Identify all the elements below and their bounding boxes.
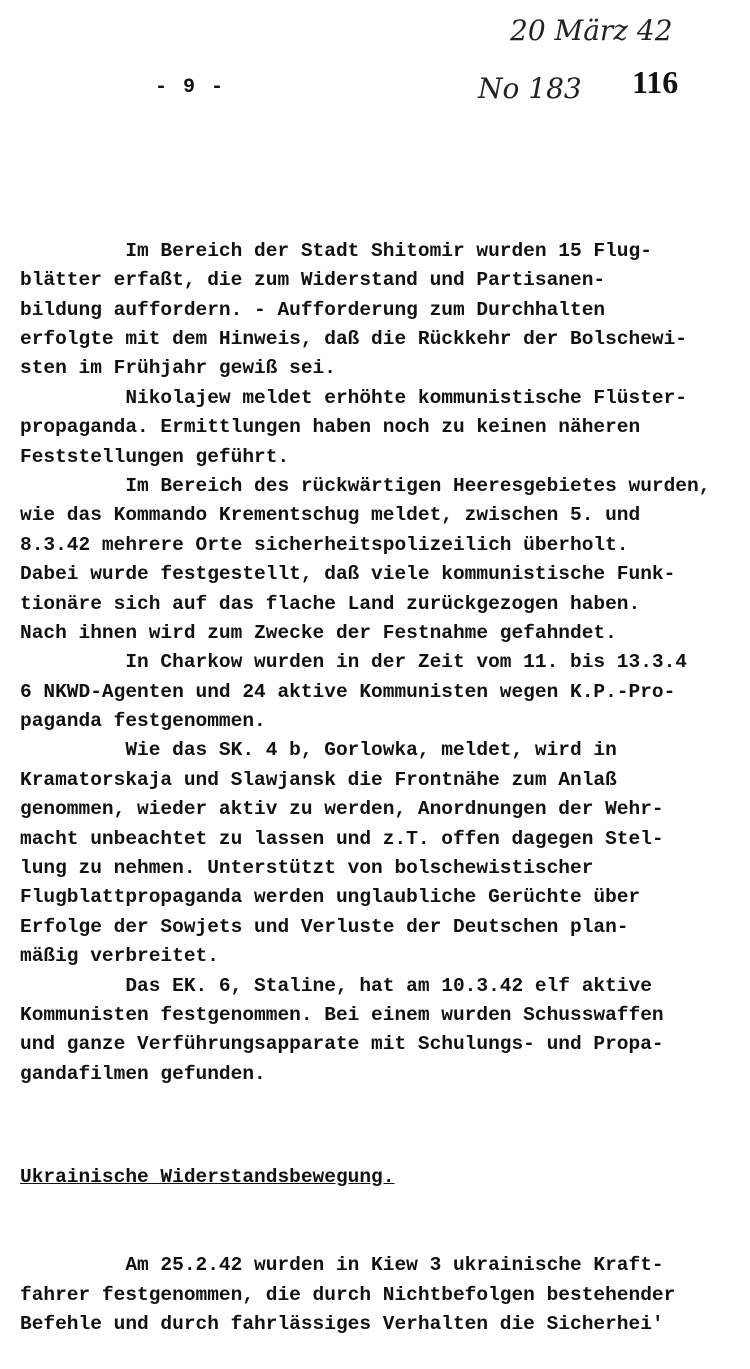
section-text <box>20 1251 740 1339</box>
text-line: Nach ihnen wird zum Zwecke der Festnahme gefahndet. <box>20 621 617 644</box>
text-line: Kramatorskaja und Slawjansk die Frontnähe zum Anlaß <box>20 768 617 791</box>
text-line: Befehle und durch fahrlässiges Verhalten die Sicherhei' <box>20 1312 664 1335</box>
text-line: Kommunisten festgenommen. Bei einem wurden Schusswaffen <box>20 1003 664 1026</box>
section-heading: Ukrainische Widerstandsbewegung. <box>20 1165 395 1188</box>
text-line: In Charkow wurden in der Zeit vom 11. bis 13.3.4 <box>20 651 688 674</box>
text-line: propaganda. Ermittlungen haben noch zu keinen näheren <box>20 416 641 439</box>
text-line: blätter erfaßt, die zum Widerstand und Partisanen- <box>20 269 606 292</box>
text-line: Feststellungen geführt. <box>20 445 290 468</box>
handwritten-number: No 183 <box>478 72 582 105</box>
text-line: Nikolajew meldet erhöhte kommunistische Flüster- <box>20 386 688 409</box>
text-line: Flugblattpropaganda werden unglaubliche Gerüchte über <box>20 886 641 909</box>
page-number: - 9 - <box>155 76 226 99</box>
text-line: Am 25.2.42 wurden in Kiew 3 ukrainische Kraft- <box>20 1254 664 1277</box>
main-text <box>20 237 740 1089</box>
text-line: und ganze Verführungsapparate mit Schulungs- und Propa- <box>20 1033 664 1056</box>
text-line: wie das Kommando Krementschug meldet, zwischen 5. und <box>20 504 641 527</box>
text-line: genommen, wieder aktiv zu werden, Anordnungen der Wehr- <box>20 798 664 821</box>
text-line: lung zu nehmen. Unterstützt von bolschewistischer <box>20 857 594 880</box>
handwritten-date: 20 März 42 <box>510 14 673 47</box>
text-line: fahrer festgenommen, die durch Nichtbefolgen bestehender <box>20 1283 676 1306</box>
text-line: Im Bereich der Stadt Shitomir wurden 15 Flug- <box>20 239 652 262</box>
text-line: Dabei wurde festgestellt, daß viele kommunistische Funk- <box>20 563 676 586</box>
text-line: Das EK. 6, Staline, hat am 10.3.42 elf aktive <box>20 974 652 997</box>
document-body <box>20 178 740 1369</box>
text-line: mäßig verbreitet. <box>20 945 219 968</box>
text-line: Im Bereich des rückwärtigen Heeresgebietes wurden, <box>20 474 711 497</box>
text-line: macht unbeachtet zu lassen und z.T. offen dagegen Stel- <box>20 827 664 850</box>
text-line: Wie das SK. 4 b, Gorlowka, meldet, wird in <box>20 739 617 762</box>
text-line: paganda festgenommen. <box>20 710 266 733</box>
text-line: Erfolge der Sowjets und Verluste der Deutschen plan- <box>20 915 629 938</box>
text-line: erfolgte mit dem Hinweis, daß die Rückkehr der Bolschewi- <box>20 327 688 350</box>
folio-number: 116 <box>632 64 679 100</box>
text-line: 6 NKWD-Agenten und 24 aktive Kommunisten wegen K.P.-Pro- <box>20 680 676 703</box>
text-line: 8.3.42 mehrere Orte sicherheitspolizeilich überholt. <box>20 533 629 556</box>
text-line: tionäre sich auf das flache Land zurückgezogen haben. <box>20 592 641 615</box>
text-line: sten im Frühjahr gewiß sei. <box>20 357 336 380</box>
text-line: bildung auffordern. - Aufforderung zum Durchhalten <box>20 298 606 321</box>
text-line: gandafilmen gefunden. <box>20 1062 266 1085</box>
